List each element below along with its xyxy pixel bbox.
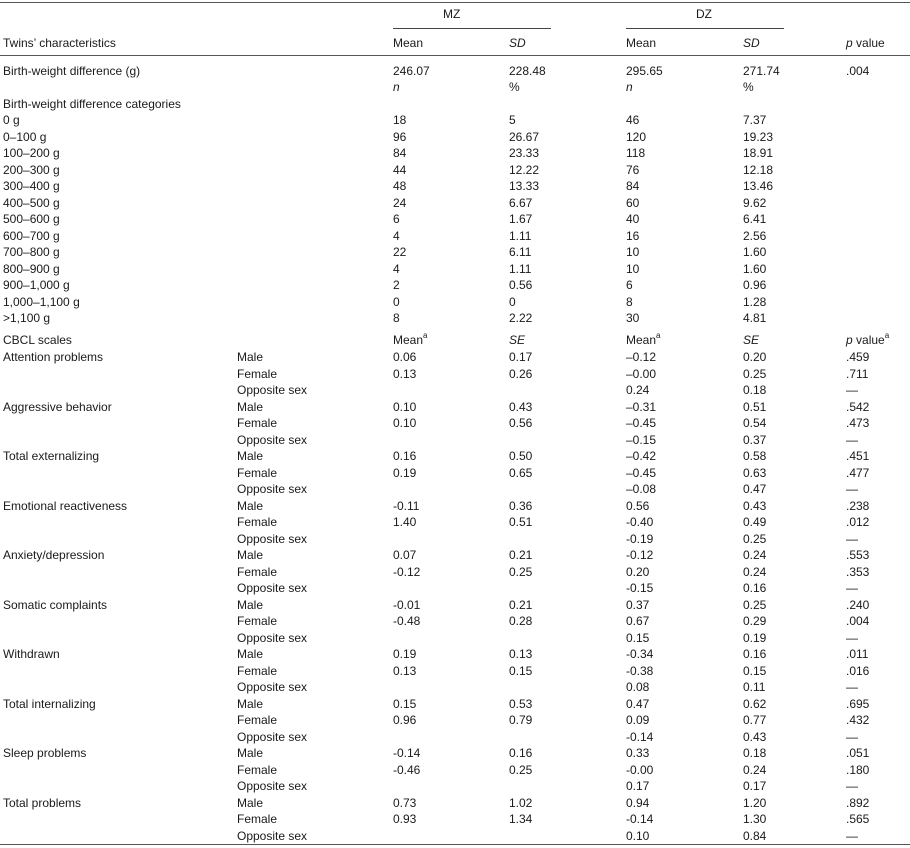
sex-group-label: Male xyxy=(237,449,264,463)
category-dz-pct: 7.37 xyxy=(743,113,767,127)
category-label: 700–800 g xyxy=(3,245,60,259)
category-mz-pct: 12.22 xyxy=(509,163,540,177)
sex-group-label: Female xyxy=(237,812,278,826)
category-mz-pct: 26.67 xyxy=(509,130,540,144)
sex-group-label: Opposite sex xyxy=(237,433,308,447)
scale-name: Aggressive behavior xyxy=(3,400,112,414)
scale-dz-mean: 0.47 xyxy=(626,697,650,711)
col-header-dz-sd: SD xyxy=(743,36,760,50)
scale-dz-se: 0.17 xyxy=(743,779,767,793)
category-mz-n: 44 xyxy=(393,163,407,177)
birthweight-dz-sd: 271.74 xyxy=(743,64,780,78)
sex-group-label: Male xyxy=(237,598,264,612)
scale-mz-mean: 0.73 xyxy=(393,796,417,810)
sex-group-label: Opposite sex xyxy=(237,680,308,694)
col-header-characteristics: Twins’ characteristics xyxy=(3,36,116,50)
scale-name: Total problems xyxy=(3,796,82,810)
scale-mz-se: 0.36 xyxy=(509,499,533,513)
scale-name: Anxiety/depression xyxy=(3,548,105,562)
category-dz-n: 76 xyxy=(626,163,640,177)
col-header-dz-mean: Mean xyxy=(626,36,657,50)
scale-mz-mean: 0.96 xyxy=(393,713,417,727)
scale-dz-se: 0.43 xyxy=(743,730,767,744)
scale-p-value: .553 xyxy=(846,548,870,562)
category-dz-pct: 4.81 xyxy=(743,311,767,325)
scale-dz-mean: -0.14 xyxy=(626,730,654,744)
category-mz-pct: 5 xyxy=(509,113,516,127)
category-mz-pct: 1.67 xyxy=(509,212,533,226)
category-mz-n: 4 xyxy=(393,229,400,243)
scale-dz-se: 0.47 xyxy=(743,482,767,496)
sex-group-label: Opposite sex xyxy=(237,532,308,546)
scale-dz-mean: –0.45 xyxy=(626,416,657,430)
scale-dz-se: 0.58 xyxy=(743,449,767,463)
category-label: 500–600 g xyxy=(3,212,60,226)
subheader-mz-n: n xyxy=(393,80,400,94)
sex-group-label: Female xyxy=(237,614,278,628)
scale-mz-se: 0.25 xyxy=(509,565,533,579)
scale-dz-se: 0.63 xyxy=(743,466,767,480)
birthweight-label: Birth-weight difference (g) xyxy=(3,64,141,78)
scale-dz-se: 0.24 xyxy=(743,548,767,562)
scale-dz-se: 0.54 xyxy=(743,416,767,430)
category-dz-pct: 1.60 xyxy=(743,262,767,276)
category-mz-pct: 0 xyxy=(509,295,516,309)
scale-p-value: — xyxy=(846,680,858,694)
category-label: 100–200 g xyxy=(3,146,60,160)
scale-dz-se: 0.51 xyxy=(743,400,767,414)
scale-mz-se: 0.21 xyxy=(509,598,533,612)
scale-p-value: .432 xyxy=(846,713,870,727)
scale-dz-se: 0.37 xyxy=(743,433,767,447)
scale-mz-mean: 0.06 xyxy=(393,350,417,364)
sex-group-label: Male xyxy=(237,400,264,414)
scale-name: Sleep problems xyxy=(3,746,87,760)
scale-mz-se: 0.15 xyxy=(509,664,533,678)
scale-dz-mean: -0.34 xyxy=(626,647,654,661)
scale-mz-se: 0.79 xyxy=(509,713,533,727)
scale-mz-se: 1.34 xyxy=(509,812,533,826)
sex-group-label: Opposite sex xyxy=(237,829,308,843)
scale-p-value: .892 xyxy=(846,796,870,810)
scale-mz-mean: 0.10 xyxy=(393,400,417,414)
birthweight-dz-mean: 295.65 xyxy=(626,64,663,78)
category-label: 1,000–1,100 g xyxy=(3,295,80,309)
sex-group-label: Male xyxy=(237,548,264,562)
scale-name: Total internalizing xyxy=(3,697,96,711)
scale-dz-mean: –0.45 xyxy=(626,466,657,480)
cbcl-header-label: CBCL scales xyxy=(3,333,72,347)
scale-mz-mean: -0.11 xyxy=(393,499,420,513)
scale-dz-mean: –0.08 xyxy=(626,482,657,496)
category-mz-pct: 0.56 xyxy=(509,278,533,292)
subheader-mz-pct: % xyxy=(509,80,520,94)
category-label: >1,100 g xyxy=(3,311,51,325)
scale-dz-mean: 0.37 xyxy=(626,598,650,612)
scale-name: Emotional reactiveness xyxy=(3,499,128,513)
scale-mz-se: 0.13 xyxy=(509,647,533,661)
category-dz-n: 16 xyxy=(626,229,640,243)
scale-dz-se: 0.15 xyxy=(743,664,767,678)
scale-dz-se: 1.30 xyxy=(743,812,767,826)
scale-dz-se: 0.18 xyxy=(743,383,767,397)
scale-p-value: .240 xyxy=(846,598,870,612)
scale-p-value: — xyxy=(846,532,858,546)
category-dz-pct: 13.46 xyxy=(743,179,774,193)
scale-dz-mean: -0.38 xyxy=(626,664,654,678)
scale-p-value: — xyxy=(846,581,858,595)
cbcl-header-mz-se: SE xyxy=(509,333,526,347)
scale-p-value: — xyxy=(846,779,858,793)
scale-dz-se: 0.11 xyxy=(743,680,766,694)
category-label: 600–700 g xyxy=(3,229,60,243)
scale-mz-se: 0.51 xyxy=(509,515,533,529)
scale-mz-mean: -0.01 xyxy=(393,598,421,612)
scale-p-value: .477 xyxy=(846,466,870,480)
cbcl-header-mz-mean: Mean$^a$ xyxy=(393,331,428,347)
scale-dz-se: 0.77 xyxy=(743,713,767,727)
category-mz-pct: 6.11 xyxy=(509,245,532,259)
table-bottom-rule xyxy=(0,844,910,845)
scale-p-value: .451 xyxy=(846,449,870,463)
scale-p-value: .459 xyxy=(846,350,870,364)
scale-p-value: .473 xyxy=(846,416,870,430)
categories-title: Birth-weight difference categories xyxy=(3,97,181,111)
scale-mz-se: 1.02 xyxy=(509,796,533,810)
scale-dz-mean: -0.40 xyxy=(626,515,654,529)
birthweight-p-value: .004 xyxy=(846,64,870,78)
sex-group-label: Female xyxy=(237,763,278,777)
scale-mz-se: 0.28 xyxy=(509,614,533,628)
sex-group-label: Male xyxy=(237,796,264,810)
scale-mz-se: 0.26 xyxy=(509,367,533,381)
category-dz-pct: 1.60 xyxy=(743,245,767,259)
sex-group-label: Opposite sex xyxy=(237,779,308,793)
sex-group-label: Female xyxy=(237,565,278,579)
category-dz-n: 120 xyxy=(626,130,647,144)
sex-group-label: Opposite sex xyxy=(237,581,308,595)
scale-mz-se: 0.50 xyxy=(509,449,533,463)
category-mz-n: 48 xyxy=(393,179,407,193)
category-mz-pct: 1.11 xyxy=(509,262,532,276)
scale-p-value: .695 xyxy=(846,697,870,711)
scale-dz-mean: 0.15 xyxy=(626,631,650,645)
category-dz-n: 84 xyxy=(626,179,640,193)
category-mz-n: 8 xyxy=(393,311,400,325)
category-dz-pct: 12.18 xyxy=(743,163,774,177)
scale-p-value: .542 xyxy=(846,400,870,414)
scale-dz-se: 0.18 xyxy=(743,746,767,760)
scale-p-value: .011 xyxy=(846,647,869,661)
scale-dz-se: 0.62 xyxy=(743,697,767,711)
scale-mz-mean: 0.07 xyxy=(393,548,417,562)
category-label: 900–1,000 g xyxy=(3,278,70,292)
scale-dz-se: 0.16 xyxy=(743,647,767,661)
scale-name: Total externalizing xyxy=(3,449,100,463)
category-dz-pct: 0.96 xyxy=(743,278,767,292)
category-mz-pct: 6.67 xyxy=(509,196,533,210)
scale-mz-mean: -0.46 xyxy=(393,763,421,777)
category-dz-pct: 6.41 xyxy=(743,212,767,226)
sex-group-label: Male xyxy=(237,746,264,760)
category-label: 200–300 g xyxy=(3,163,60,177)
category-mz-n: 96 xyxy=(393,130,407,144)
scale-p-value: .711 xyxy=(846,367,869,381)
scale-p-value: — xyxy=(846,482,858,496)
category-mz-n: 22 xyxy=(393,245,407,259)
category-label: 800–900 g xyxy=(3,262,60,276)
col-header-mz-sd: SD xyxy=(509,36,526,50)
scale-p-value: — xyxy=(846,383,858,397)
scale-dz-mean: 0.20 xyxy=(626,565,650,579)
sex-group-label: Opposite sex xyxy=(237,730,308,744)
scale-dz-mean: 0.67 xyxy=(626,614,650,628)
category-mz-pct: 2.22 xyxy=(509,311,533,325)
scale-dz-se: 0.49 xyxy=(743,515,767,529)
scale-mz-mean: 0.13 xyxy=(393,664,417,678)
scale-name: Somatic complaints xyxy=(3,598,108,612)
category-dz-pct: 2.56 xyxy=(743,229,767,243)
scale-dz-mean: 0.09 xyxy=(626,713,650,727)
category-mz-n: 0 xyxy=(393,295,400,309)
category-dz-n: 40 xyxy=(626,212,640,226)
scale-dz-mean: 0.56 xyxy=(626,499,650,513)
scale-mz-mean: 0.19 xyxy=(393,647,417,661)
category-mz-pct: 23.33 xyxy=(509,146,540,160)
scale-dz-se: 0.84 xyxy=(743,829,767,843)
category-dz-pct: 18.91 xyxy=(743,146,774,160)
scale-dz-mean: -0.15 xyxy=(626,581,654,595)
sex-group-label: Male xyxy=(237,697,264,711)
scale-dz-mean: –0.42 xyxy=(626,449,657,463)
scale-p-value: .565 xyxy=(846,812,870,826)
cbcl-header-dz-mean: Mean$^a$ xyxy=(626,331,661,347)
scale-p-value: .353 xyxy=(846,565,870,579)
category-mz-pct: 13.33 xyxy=(509,179,540,193)
sex-group-label: Female xyxy=(237,713,278,727)
dz-underline xyxy=(626,28,784,29)
scale-dz-mean: -0.12 xyxy=(626,548,654,562)
scale-dz-se: 0.25 xyxy=(743,598,767,612)
scale-mz-se: 0.16 xyxy=(509,746,533,760)
scale-p-value: .180 xyxy=(846,763,870,777)
scale-dz-se: 0.20 xyxy=(743,350,767,364)
sex-group-label: Male xyxy=(237,350,264,364)
scale-p-value: .004 xyxy=(846,614,870,628)
scale-p-value: — xyxy=(846,631,858,645)
sex-group-label: Female xyxy=(237,664,278,678)
scale-mz-mean: 0.93 xyxy=(393,812,417,826)
category-dz-n: 46 xyxy=(626,113,640,127)
category-dz-pct: 1.28 xyxy=(743,295,767,309)
scale-dz-se: 1.20 xyxy=(743,796,767,810)
category-mz-n: 2 xyxy=(393,278,400,292)
scale-name: Attention problems xyxy=(3,350,104,364)
category-dz-pct: 9.62 xyxy=(743,196,767,210)
scale-dz-se: 0.24 xyxy=(743,565,767,579)
sex-group-label: Female xyxy=(237,367,278,381)
category-label: 0–100 g xyxy=(3,130,47,144)
scale-dz-se: 0.24 xyxy=(743,763,767,777)
scale-mz-mean: 0.16 xyxy=(393,449,417,463)
sex-group-label: Opposite sex xyxy=(237,631,308,645)
subheader-dz-pct: % xyxy=(743,80,754,94)
scale-dz-mean: 0.17 xyxy=(626,779,650,793)
sex-group-label: Female xyxy=(237,466,278,480)
sex-group-label: Male xyxy=(237,499,264,513)
scale-p-value: — xyxy=(846,433,858,447)
scale-mz-mean: -0.14 xyxy=(393,746,421,760)
category-mz-n: 4 xyxy=(393,262,400,276)
birthweight-mz-mean: 246.07 xyxy=(393,64,430,78)
category-dz-n: 6 xyxy=(626,278,633,292)
scale-mz-mean: 0.19 xyxy=(393,466,417,480)
category-mz-n: 18 xyxy=(393,113,407,127)
sex-group-label: Male xyxy=(237,647,264,661)
scale-dz-mean: –0.00 xyxy=(626,367,657,381)
scale-name: Withdrawn xyxy=(3,647,60,661)
scale-dz-mean: -0.14 xyxy=(626,812,654,826)
scale-dz-mean: 0.10 xyxy=(626,829,650,843)
scale-dz-se: 0.29 xyxy=(743,614,767,628)
scale-p-value: .012 xyxy=(846,515,870,529)
scale-mz-se: 0.65 xyxy=(509,466,533,480)
birthweight-mz-sd: 228.48 xyxy=(509,64,546,78)
scale-mz-se: 0.56 xyxy=(509,416,533,430)
scale-dz-mean: –0.12 xyxy=(626,350,657,364)
scale-dz-se: 0.25 xyxy=(743,532,767,546)
category-label: 300–400 g xyxy=(3,179,60,193)
scale-mz-se: 0.17 xyxy=(509,350,533,364)
scale-dz-mean: –0.31 xyxy=(626,400,657,414)
scale-mz-se: 0.43 xyxy=(509,400,533,414)
scale-mz-se: 0.53 xyxy=(509,697,533,711)
scale-dz-mean: 0.08 xyxy=(626,680,650,694)
category-dz-n: 30 xyxy=(626,311,640,325)
category-mz-pct: 1.11 xyxy=(509,229,532,243)
sex-group-label: Opposite sex xyxy=(237,383,308,397)
scale-dz-se: 0.19 xyxy=(743,631,767,645)
group-header-dz: DZ xyxy=(696,7,712,21)
scale-mz-mean: -0.48 xyxy=(393,614,421,628)
scale-mz-mean: 0.13 xyxy=(393,367,417,381)
mz-underline xyxy=(393,28,551,29)
category-mz-n: 24 xyxy=(393,196,407,210)
table-top-rule xyxy=(0,2,910,3)
scale-dz-se: 0.16 xyxy=(743,581,767,595)
scale-dz-mean: 0.33 xyxy=(626,746,650,760)
category-mz-n: 6 xyxy=(393,212,400,226)
scale-mz-mean: 0.10 xyxy=(393,416,417,430)
group-header-mz: MZ xyxy=(443,7,461,21)
sex-group-label: Opposite sex xyxy=(237,482,308,496)
category-dz-n: 8 xyxy=(626,295,633,309)
category-dz-n: 118 xyxy=(626,146,646,160)
scale-mz-se: 0.21 xyxy=(509,548,533,562)
scale-dz-se: 0.25 xyxy=(743,367,767,381)
scale-dz-mean: 0.94 xyxy=(626,796,650,810)
col-header-mz-mean: Mean xyxy=(393,36,424,50)
scale-dz-mean: –0.15 xyxy=(626,433,657,447)
scale-mz-mean: 1.40 xyxy=(393,515,417,529)
header-rule xyxy=(0,55,910,56)
category-mz-n: 84 xyxy=(393,146,407,160)
cbcl-header-p-value: p value$^a$ xyxy=(846,331,890,347)
category-dz-n: 60 xyxy=(626,196,640,210)
scale-dz-mean: -0.00 xyxy=(626,763,654,777)
sex-group-label: Female xyxy=(237,515,278,529)
category-label: 400–500 g xyxy=(3,196,60,210)
col-header-p-value: p value xyxy=(846,36,885,50)
scale-dz-se: 0.43 xyxy=(743,499,767,513)
scale-p-value: — xyxy=(846,829,858,843)
scale-p-value: .016 xyxy=(846,664,870,678)
scale-dz-mean: 0.24 xyxy=(626,383,650,397)
scale-mz-mean: -0.12 xyxy=(393,565,421,579)
scale-p-value: .051 xyxy=(846,746,870,760)
scale-p-value: — xyxy=(846,730,858,744)
subheader-dz-n: n xyxy=(626,80,633,94)
category-dz-n: 10 xyxy=(626,245,640,259)
category-dz-pct: 19.23 xyxy=(743,130,774,144)
category-label: 0 g xyxy=(3,113,20,127)
scale-mz-mean: 0.15 xyxy=(393,697,417,711)
cbcl-header-dz-se: SE xyxy=(743,333,760,347)
sex-group-label: Female xyxy=(237,416,278,430)
scale-dz-mean: -0.19 xyxy=(626,532,654,546)
category-dz-n: 10 xyxy=(626,262,640,276)
scale-p-value: .238 xyxy=(846,499,870,513)
scale-mz-se: 0.25 xyxy=(509,763,533,777)
